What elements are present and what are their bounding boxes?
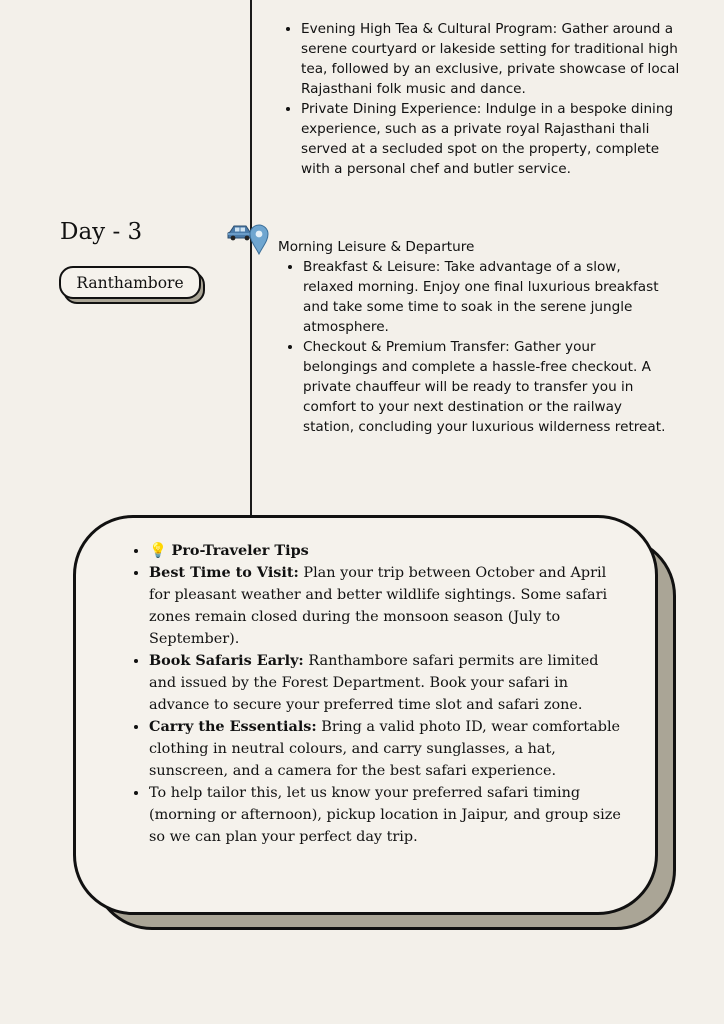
car-pin-icon [226,222,272,256]
list-item: • Breakfast & Leisure: Take advantage of a slow, relaxed morning. Enjoy one final luxurious breakfast and take some time to soak in the serene jungle atmosphere. [303,257,673,337]
activities-list [284,257,673,437]
tip-item: • Book Safaris Early: Ranthambore safari permits are limited and issued by the Forest Department. Book your safari in advance to secure your preferred time slot and safari zone. [149,650,629,716]
list-item: • Checkout & Premium Transfer: Gather your belongings and complete a hassle-free checkout. A private chauffeur will be ready to transfer you in comfort to your next destination or the railway station, concluding your luxurious wilderness retreat. [303,337,673,437]
car-icon [228,226,252,240]
section-title: Morning Leisure & Departure [278,239,475,255]
location-tag [59,266,205,304]
tips-list [129,540,629,848]
previous-activities-list [282,19,681,179]
lightbulb-icon: 💡 [149,543,167,559]
day-label: Day - 3 [60,219,143,245]
map-pin-icon [250,225,268,254]
tip-item: • Carry the Essentials: Bring a valid photo ID, wear comfortable clothing in neutral colours, and carry sunglasses, a hat, sunscreen, and a camera for the best safari experience. [149,716,629,782]
timeline-line [250,0,252,516]
tip-closing: • To help tailor this, let us know your preferred safari timing (morning or afternoon), pickup location in Jaipur, and group size so we can plan your perfect day trip. [149,782,629,848]
list-item: • Evening High Tea & Cultural Program: Gather around a serene courtyard or lakeside setting for traditional high tea, followed by an exclusive, private showcase of local Rajasthani folk music and dance. [301,19,681,99]
list-item: • Private Dining Experience: Indulge in a bespoke dining experience, such as a private royal Rajasthani thali served at a secluded spot on the property, complete with a personal chef and butler service. [301,99,681,179]
tip-item: • Best Time to Visit: Plan your trip between October and April for pleasant weather and better wildlife sightings. Some safari zones remain closed during the monsoon season (July to September). [149,562,629,650]
tips-heading: • 💡 Pro-Traveler Tips [149,540,629,562]
location-tag-label: Ranthambore [59,266,201,299]
